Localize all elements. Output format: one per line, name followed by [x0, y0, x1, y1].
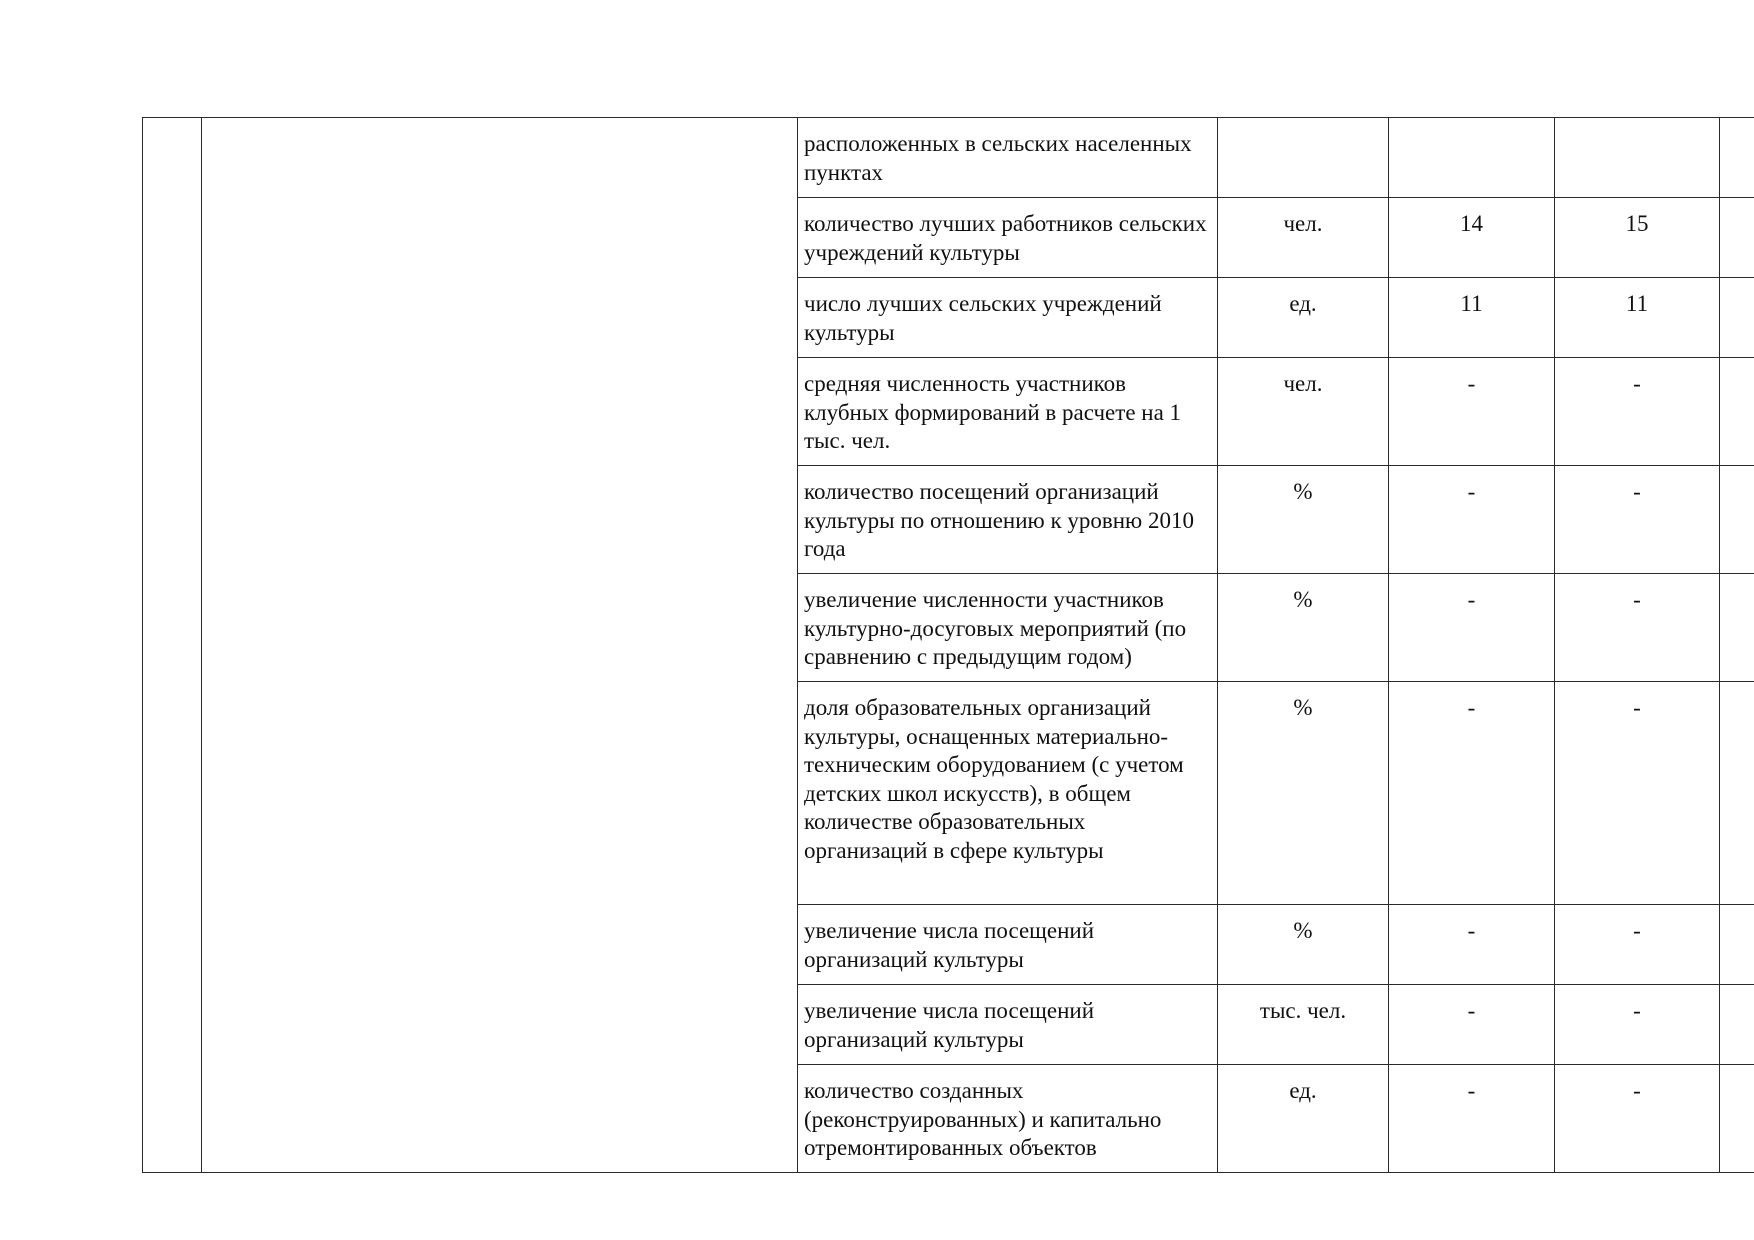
- indicator-cell: увеличение числа посещений организаций культуры: [798, 985, 1218, 1065]
- value-cell-2: 11: [1555, 278, 1720, 358]
- number-column-cell: [143, 118, 202, 1173]
- value-cell-2: -: [1555, 574, 1720, 682]
- value-cell-2: [1555, 118, 1720, 198]
- value-cell-1: 14: [1389, 198, 1555, 278]
- value-cell-3: [1720, 358, 1754, 466]
- value-cell-3: [1720, 466, 1754, 574]
- indicator-cell: увеличение числа посещений организаций культуры: [798, 905, 1218, 985]
- value-cell-2: -: [1555, 905, 1720, 985]
- value-cell-3: [1720, 682, 1754, 905]
- unit-cell: чел.: [1218, 198, 1389, 278]
- indicator-cell: количество лучших работников сельских учреждений культуры: [798, 198, 1218, 278]
- value-cell-2: -: [1555, 358, 1720, 466]
- value-cell-3: [1720, 985, 1754, 1065]
- value-cell-1: -: [1389, 358, 1555, 466]
- value-cell-1: -: [1389, 574, 1555, 682]
- unit-cell: %: [1218, 905, 1389, 985]
- indicator-cell: средняя численность участников клубных формирований в расчете на 1 тыс. чел.: [798, 358, 1218, 466]
- event-name-column-cell: [202, 118, 798, 1173]
- value-cell-3: [1720, 278, 1754, 358]
- value-cell-1: [1389, 118, 1555, 198]
- value-cell-1: 11: [1389, 278, 1555, 358]
- value-cell-2: -: [1555, 1065, 1720, 1173]
- indicator-cell: количество созданных (реконструированных) и капитально отремонтированных объектов: [798, 1065, 1218, 1173]
- value-cell-2: 15: [1555, 198, 1720, 278]
- value-cell-3: [1720, 574, 1754, 682]
- unit-cell: %: [1218, 682, 1389, 905]
- unit-cell: [1218, 118, 1389, 198]
- indicator-cell: доля образовательных организаций культуры, оснащенных материально-техническим оборудованием (с учетом детских школ искусств), в общем количестве образовательных организаций в сфере культуры: [798, 682, 1218, 905]
- value-cell-1: -: [1389, 1065, 1555, 1173]
- value-cell-1: -: [1389, 905, 1555, 985]
- unit-cell: ед.: [1218, 1065, 1389, 1173]
- value-cell-3: [1720, 198, 1754, 278]
- indicator-cell: увеличение численности участников культурно-досуговых мероприятий (по сравнению с предыдущим годом): [798, 574, 1218, 682]
- indicators-table: [142, 117, 1754, 1173]
- value-cell-3: [1720, 905, 1754, 985]
- value-cell-2: -: [1555, 466, 1720, 574]
- value-cell-1: -: [1389, 466, 1555, 574]
- indicator-cell: расположенных в сельских населенных пунктах: [798, 118, 1218, 198]
- unit-cell: тыс. чел.: [1218, 985, 1389, 1065]
- value-cell-2: -: [1555, 985, 1720, 1065]
- unit-cell: %: [1218, 574, 1389, 682]
- value-cell-3: [1720, 1065, 1754, 1173]
- value-cell-3: [1720, 118, 1754, 198]
- value-cell-1: -: [1389, 682, 1555, 905]
- unit-cell: ед.: [1218, 278, 1389, 358]
- value-cell-1: -: [1389, 985, 1555, 1065]
- unit-cell: чел.: [1218, 358, 1389, 466]
- table-row: [143, 118, 1754, 198]
- value-cell-2: -: [1555, 682, 1720, 905]
- indicator-cell: количество посещений организаций культуры по отношению к уровню 2010 года: [798, 466, 1218, 574]
- unit-cell: %: [1218, 466, 1389, 574]
- indicator-cell: число лучших сельских учреждений культуры: [798, 278, 1218, 358]
